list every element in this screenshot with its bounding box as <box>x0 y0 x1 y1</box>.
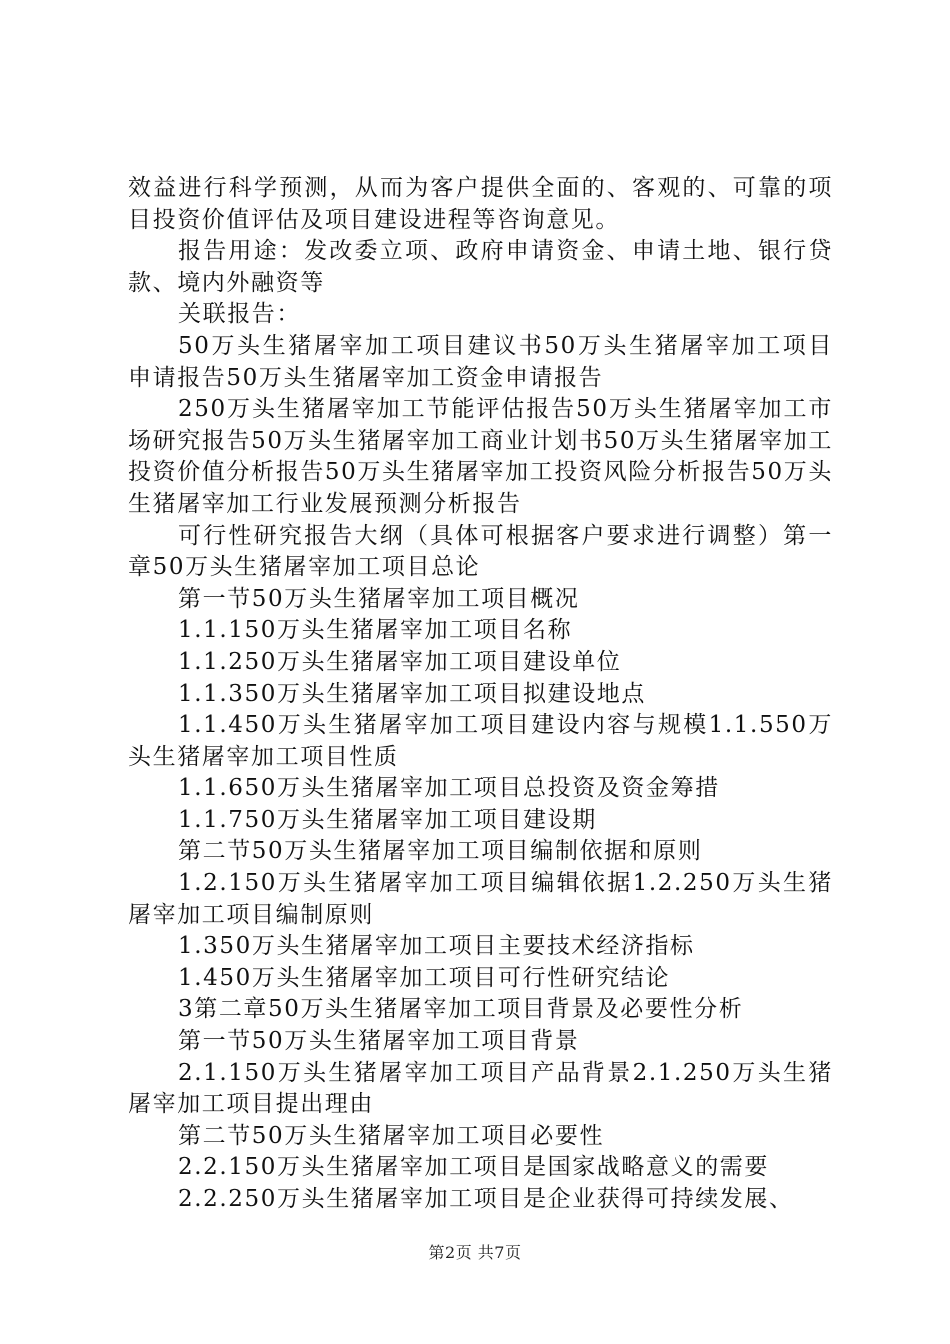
body-paragraph: 1.1.250万头生猪屠宰加工项目建设单位 <box>178 648 622 675</box>
body-paragraph: 50万头生猪屠宰加工项目建议书50万头生猪屠宰加工项目申请报告50万头生猪屠宰加工资金申请报告 <box>128 332 833 391</box>
document-body <box>128 173 833 1216</box>
body-paragraph: 1.1.650万头生猪屠宰加工项目总投资及资金筹措 <box>178 775 720 802</box>
body-paragraph: 第一节50万头生猪屠宰加工项目概况 <box>178 585 580 612</box>
body-paragraph: 第二节50万头生猪屠宰加工项目必要性 <box>178 1122 605 1149</box>
page-footer: 第2页 共7页 <box>428 1243 522 1262</box>
body-paragraph: 1.1.750万头生猪屠宰加工项目建设期 <box>178 806 597 833</box>
body-paragraph: 2.1.150万头生猪屠宰加工项目产品背景2.1.250万头生猪屠宰加工项目提出理由 <box>128 1059 833 1118</box>
body-paragraph: 关联报告： <box>178 301 301 328</box>
body-paragraph: 1.1.350万头生猪屠宰加工项目拟建设地点 <box>178 680 646 707</box>
body-paragraph: 1.1.150万头生猪屠宰加工项目名称 <box>178 617 573 644</box>
body-paragraph: 报告用途：发改委立项、政府申请资金、申请土地、银行贷款、境内外融资等 <box>128 238 833 296</box>
body-paragraph: 第一节50万头生猪屠宰加工项目背景 <box>178 1028 580 1055</box>
body-paragraph: 2.2.250万头生猪屠宰加工项目是企业获得可持续发展、 <box>178 1186 794 1212</box>
body-paragraph: 第二节50万头生猪屠宰加工项目编制依据和原则 <box>178 838 703 865</box>
body-paragraph: 1.450万头生猪屠宰加工项目可行性研究结论 <box>178 964 671 991</box>
body-paragraph: 1.2.150万头生猪屠宰加工项目编辑依据1.2.250万头生猪屠宰加工项目编制原则 <box>128 870 833 928</box>
body-paragraph: 1.1.450万头生猪屠宰加工项目建设内容与规模1.1.550万头生猪屠宰加工项目性质 <box>128 712 833 770</box>
body-paragraph: 2.2.150万头生猪屠宰加工项目是国家战略意义的需要 <box>178 1154 769 1181</box>
body-paragraph: 可行性研究报告大纲（具体可根据客户要求进行调整）第一章50万头生猪屠宰加工项目总论 <box>128 522 833 581</box>
body-paragraph: 3第二章50万头生猪屠宰加工项目背景及必要性分析 <box>178 996 744 1023</box>
body-paragraph: 效益进行科学预测，从而为客户提供全面的、客观的、可靠的项目投资价值评估及项目建设进程等咨询意见。 <box>128 175 833 233</box>
body-paragraph: 1.350万头生猪屠宰加工项目主要技术经济指标 <box>178 933 695 960</box>
body-paragraph: 250万头生猪屠宰加工节能评估报告50万头生猪屠宰加工市场研究报告50万头生猪屠宰加工商业计划书50万头生猪屠宰加工投资价值分析报告50万头生猪屠宰加工投资风险分析报告50万头生猪屠宰加工行业发展预测分析报告 <box>128 396 833 517</box>
